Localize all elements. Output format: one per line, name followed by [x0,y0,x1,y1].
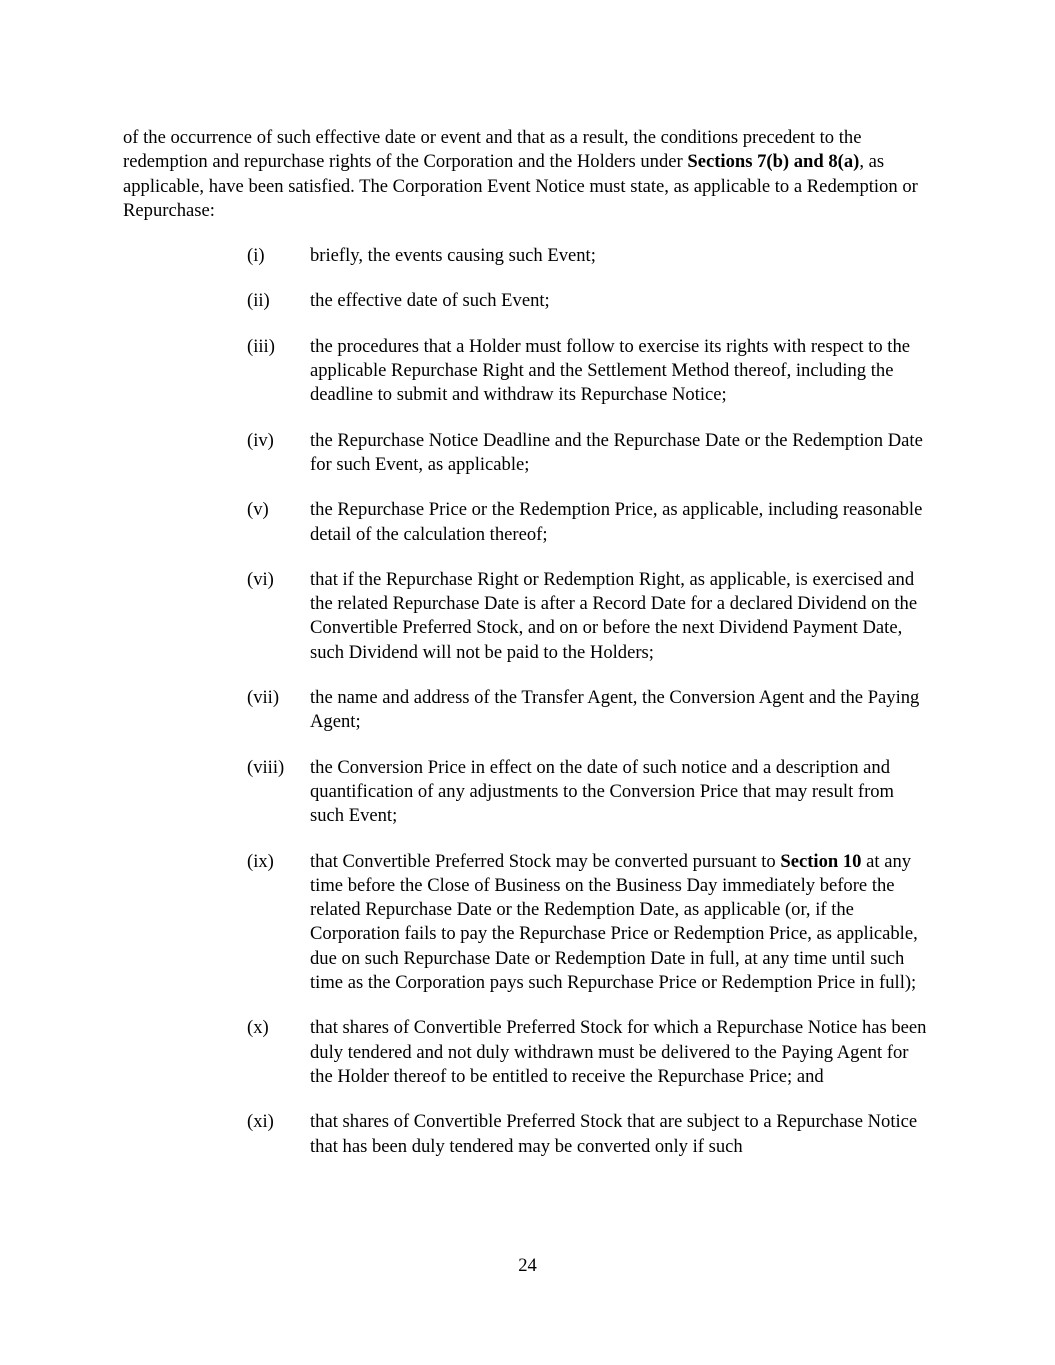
list-item [123,498,929,547]
text-run: of the occurrence of such effective date or event and that as a result, the conditions precedent to the redemption and repurchase rights of the Corporation and the Holders under [123,127,862,173]
list-item-text [310,429,929,478]
list-item-text [310,498,929,547]
list-item-marker: (ix) [247,850,274,872]
list-item [123,686,929,735]
intro-paragraph [123,126,929,223]
list-item-text [310,289,929,313]
text-run: that if the Repurchase Right or Redemption Right, as applicable, is exercised and the related Repurchase Date is after a Record Date for a declared Dividend on the Convertible Preferred Stock, and on or before the next Dividend Payment Date, such Dividend will not be paid to the Holders; [310,568,918,663]
text-run: at any time before the Close of Business on the Business Day immediately before the related Repurchase Date or the Redemption Date, as applicable (or, if the Corporation fails to pay the Repurchase Price or Redemption Price, as applicable, due on such Repurchase Date or Redemption Date in full, at any time until such time as the Corporation pays such Repurchase Price or Redemption Price in full); [310,850,918,994]
list-item-marker: (v) [247,499,269,521]
list-item-marker: (xi) [247,1111,274,1133]
list-item-marker: (ii) [247,290,270,312]
list-item-marker: (vi) [247,568,274,590]
text-run: the Repurchase Price or the Redemption Price, as applicable, including reasonable detail of the calculation thereof; [310,499,923,545]
text-run: the Repurchase Notice Deadline and the Repurchase Date or the Redemption Date for such Event, as applicable; [310,429,923,475]
list-item [123,289,929,313]
list-item-marker: (i) [247,245,265,267]
page-number: 24 [518,1255,537,1276]
list-item-marker: (iii) [247,335,275,357]
bold-text: Sections 7(b) and 8(a) [687,151,860,173]
text-run: the Conversion Price in effect on the date of such notice and a description and quantification of any adjustments to the Conversion Price that may result from such Event; [310,756,895,827]
list-item-text [310,850,929,996]
list-item [123,756,929,829]
bold-text: Section 10 [780,850,862,872]
list-item [123,850,929,996]
list-item-marker: (vii) [247,687,280,709]
list-item-text [310,1110,929,1159]
list-item [123,1016,929,1089]
list-item [123,244,929,268]
list-item-marker: (x) [247,1017,269,1039]
list-item [123,568,929,665]
list-item [123,335,929,408]
list-item-text [310,686,929,735]
event-notice-list [123,244,929,1159]
list-item-text [310,244,929,268]
list-item-text [310,568,929,665]
text-run: that shares of Convertible Preferred Stock for which a Repurchase Notice has been duly tendered and not duly withdrawn must be delivered to the Paying Agent for the Holder thereof to be entitled to receive the Repurchase Price; and [310,1017,927,1087]
text-run: that shares of Convertible Preferred Stock that are subject to a Repurchase Notice that has been duly tendered may be converted only if such [310,1111,918,1157]
page-content [123,126,929,1159]
list-item-text [310,335,929,408]
list-item-text [310,756,929,829]
list-item-marker: (iv) [247,429,274,451]
text-run: , as applicable, have been satisfied. The Corporation Event Notice must state, as applicable to a Redemption or Repurchase: [123,151,918,221]
list-item [123,429,929,478]
text-run: briefly, the events causing such Event; [310,245,596,267]
list-item-marker: (viii) [247,756,285,778]
list-item [123,1110,929,1159]
list-item-text [310,1016,929,1089]
text-run: the name and address of the Transfer Agent, the Conversion Agent and the Paying Agent; [310,687,920,733]
text-run: that Convertible Preferred Stock may be converted pursuant to [310,850,781,872]
text-run: the effective date of such Event; [310,290,550,312]
text-run: the procedures that a Holder must follow to exercise its rights with respect to the applicable Repurchase Right and the Settlement Method thereof, including the deadline to submit and withdraw its Repurchase Notice; [310,335,911,406]
